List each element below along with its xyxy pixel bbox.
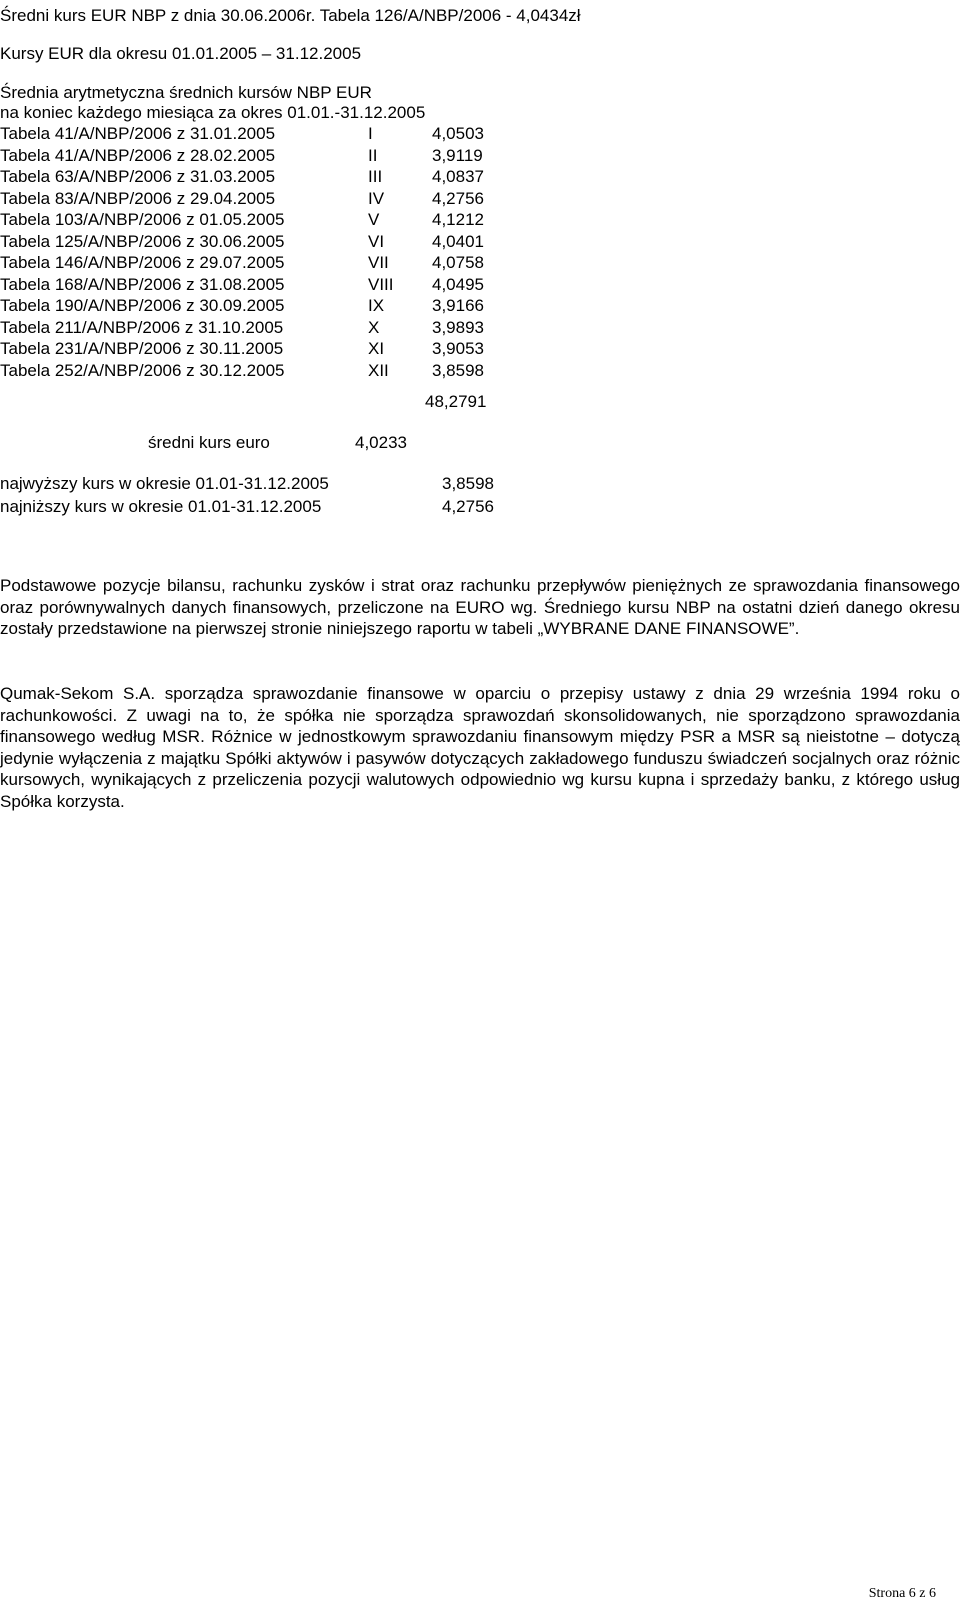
rate-month: III xyxy=(368,167,383,186)
average-title-line2: na koniec każdego miesiąca za okres 01.01.-31.12.2005 xyxy=(0,103,426,122)
rate-table-ref: Tabela 41/A/NBP/2006 z 31.01.2005 xyxy=(0,124,276,143)
rate-month: VIII xyxy=(368,274,394,294)
rate-table-ref: Tabela 83/A/NBP/2006 z 29.04.2005 xyxy=(0,188,276,208)
rate-value: 3,9053 xyxy=(432,339,484,358)
rate-month: V xyxy=(368,210,380,229)
rate-value: 4,0758 xyxy=(432,253,484,272)
table-row xyxy=(0,275,960,297)
table-row xyxy=(0,361,960,383)
rate-table-ref: Tabela 211/A/NBP/2006 z 31.10.2005 xyxy=(0,317,284,337)
rate-value: 4,0401 xyxy=(432,231,484,251)
rate-value: 4,1212 xyxy=(432,210,484,229)
rate-value: 4,0837 xyxy=(432,167,484,186)
rate-month: IV xyxy=(368,188,385,208)
rate-month: IX xyxy=(368,296,385,315)
paragraph-conversion-note: Podstawowe pozycje bilansu, rachunku zysków i strat oraz rachunku przepływów pieniężnych ze sprawozdania finansowego oraz porównywalnych danych finansowych, przeliczone na EURO wg. Średniego kursu NBP na ostatni dzień danego okresu zostały przedstawione na pierwszej stronie niniejszego raportu w tabeli „WYBRANE DANE FINANSOWE”. xyxy=(0,576,960,639)
rate-table-ref: Tabela 125/A/NBP/2006 z 30.06.2005 xyxy=(0,231,285,251)
table-row xyxy=(0,318,960,340)
table-row xyxy=(0,146,960,168)
average-value: 4,0233 xyxy=(355,433,407,452)
rate-table-ref: Tabela 103/A/NBP/2006 z 01.05.2005 xyxy=(0,210,285,229)
rate-value: 4,2756 xyxy=(432,188,484,208)
table-row xyxy=(0,253,960,275)
average-label: średni kurs euro xyxy=(148,433,270,452)
rate-value: 4,0503 xyxy=(432,124,484,143)
table-row xyxy=(0,124,960,146)
rate-table-ref: Tabela 252/A/NBP/2006 z 30.12.2005 xyxy=(0,360,285,380)
rate-value: 4,0495 xyxy=(432,274,484,294)
table-row xyxy=(0,167,960,189)
rate-value: 3,8598 xyxy=(432,360,484,380)
rate-month: I xyxy=(368,124,373,143)
rate-table-ref: Tabela 63/A/NBP/2006 z 31.03.2005 xyxy=(0,167,276,186)
paragraph-accounting-note: Qumak-Sekom S.A. sporządza sprawozdanie finansowe w oparciu o przepisy ustawy z dnia 29 września 1994 roku o rachunkowości. Z uwagi na to, że spółka nie sporządza sprawozdań skonsolidowanych, nie sporządzono sprawozdania finansowego według MSR. Różnice w jednostkowym sprawozdaniu finansowym między PSR a MSR są nieistotne – dotyczą jedynie wyłączenia z majątku Spółki aktywów i pasywów dotyczących zakładowego funduszu świadczeń socjalnych oraz różnic kursowych, wynikających z przeliczenia pozycji walutowych odpowiednio wg kursu kupna i sprzedaży banku, z którego usług Spółka korzysta. xyxy=(0,684,960,811)
rate-table-ref: Tabela 190/A/NBP/2006 z 30.09.2005 xyxy=(0,296,285,315)
rate-table-ref: Tabela 168/A/NBP/2006 z 31.08.2005 xyxy=(0,274,285,294)
period-header: Kursy EUR dla okresu 01.01.2005 – 31.12.2005 xyxy=(0,44,362,63)
page-number: Strona 6 z 6 xyxy=(868,1586,936,1601)
monthly-rates-table xyxy=(0,124,960,382)
rate-month: X xyxy=(368,317,380,337)
rate-table-ref: Tabela 146/A/NBP/2006 z 29.07.2005 xyxy=(0,253,285,272)
table-row xyxy=(0,232,960,254)
max-rate-label: najwyższy kurs w okresie 01.01-31.12.2005 xyxy=(0,474,329,493)
min-rate-label: najniższy kurs w okresie 01.01-31.12.2005 xyxy=(0,497,322,516)
average-title-line1: Średnia arytmetyczna średnich kursów NBP EUR xyxy=(0,83,372,102)
rate-month: XII xyxy=(368,360,389,380)
table-row xyxy=(0,296,960,318)
rate-month: VII xyxy=(368,253,389,272)
rate-value: 3,9119 xyxy=(432,145,483,165)
rate-table-ref: Tabela 41/A/NBP/2006 z 28.02.2005 xyxy=(0,145,276,165)
table-row xyxy=(0,339,960,361)
rate-table-ref: Tabela 231/A/NBP/2006 z 30.11.2005 xyxy=(0,339,284,358)
max-rate-value: 3,8598 xyxy=(442,474,494,493)
rate-value: 3,9166 xyxy=(432,296,484,315)
nbp-rate-header: Średni kurs EUR NBP z dnia 30.06.2006r. Tabela 126/A/NBP/2006 - 4,0434zł xyxy=(0,6,581,25)
rate-month: II xyxy=(368,145,378,165)
table-row xyxy=(0,210,960,232)
min-rate-value: 4,2756 xyxy=(442,497,494,516)
rate-value: 3,9893 xyxy=(432,317,484,337)
rate-month: VI xyxy=(368,231,385,251)
rate-month: XI xyxy=(368,339,385,358)
rates-sum: 48,2791 xyxy=(425,392,487,411)
table-row xyxy=(0,189,960,211)
